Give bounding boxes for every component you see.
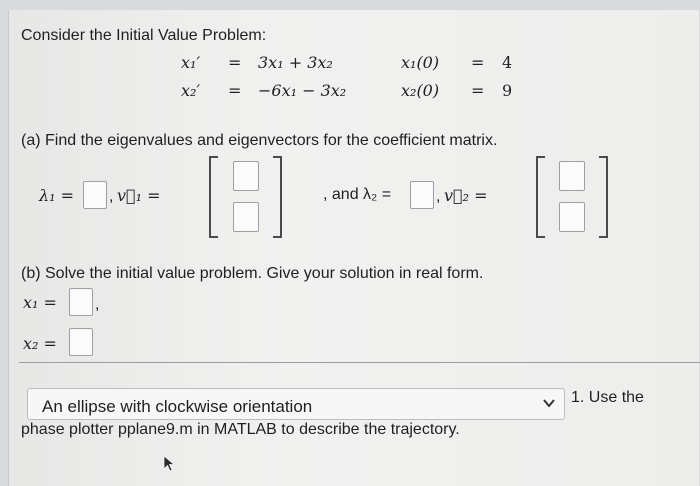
lambda1-label: λ₁ = <box>39 186 75 205</box>
instruction-end: phase plotter pplane9.m in MATLAB to describe the trajectory. <box>21 421 460 438</box>
lambda1-input[interactable] <box>83 181 107 209</box>
lambda2-input[interactable] <box>410 181 434 209</box>
mouse-cursor-icon <box>163 455 175 478</box>
trajectory-dropdown-value: An ellipse with clockwise orientation <box>42 397 313 416</box>
x1-solution-input[interactable] <box>69 288 93 316</box>
eq1-lhs: x₁′ <box>181 53 201 72</box>
instruction-start: 1. Use the <box>571 389 644 406</box>
lambda1-comma: , <box>109 188 114 205</box>
part-a-prompt: (a) Find the eigenvalues and eigenvectors for the coefficient matrix. <box>21 132 498 149</box>
v2-component-1-input[interactable] <box>559 161 585 191</box>
ic1-value: 4 <box>502 53 513 72</box>
problem-intro: Consider the Initial Value Problem: <box>21 27 267 44</box>
ic1-lhs: x₁(0) <box>401 53 440 72</box>
lambda2-comma: , <box>436 188 441 205</box>
eq2-rhs: −6x₁ − 3x₂ <box>258 81 347 100</box>
eq1-equals: = <box>228 53 242 72</box>
eq2-equals: = <box>228 81 242 100</box>
eq1-rhs: 3x₁ + 3x₂ <box>258 53 333 72</box>
ic1-equals: = <box>471 53 485 72</box>
question-page <box>8 10 699 486</box>
v1-component-2-input[interactable] <box>233 202 259 232</box>
v2-component-2-input[interactable] <box>559 202 585 232</box>
part-b-prompt: (b) Solve the initial value problem. Give your solution in real form. <box>21 265 484 282</box>
eq2-lhs: x₂′ <box>181 81 201 100</box>
v1-right-bracket <box>273 156 282 238</box>
x1-comma: , <box>95 296 100 313</box>
v1-component-1-input[interactable] <box>233 161 259 191</box>
ic2-value: 9 <box>502 81 513 100</box>
v2-left-bracket <box>536 156 545 238</box>
x1-label: x₁ = <box>23 293 57 312</box>
and-lambda2-label: , and λ₂ = <box>323 186 392 203</box>
trajectory-dropdown[interactable] <box>27 388 565 420</box>
v2-right-bracket <box>599 156 608 238</box>
section-divider <box>19 362 700 363</box>
v1-left-bracket <box>209 156 218 238</box>
chevron-down-icon <box>542 396 556 413</box>
x2-solution-input[interactable] <box>69 328 93 356</box>
v1-label: v⃗₁ = <box>117 186 161 205</box>
v2-label: v⃗₂ = <box>444 186 488 205</box>
x2-label: x₂ = <box>23 334 57 353</box>
ic2-lhs: x₂(0) <box>401 81 440 100</box>
ic2-equals: = <box>471 81 485 100</box>
